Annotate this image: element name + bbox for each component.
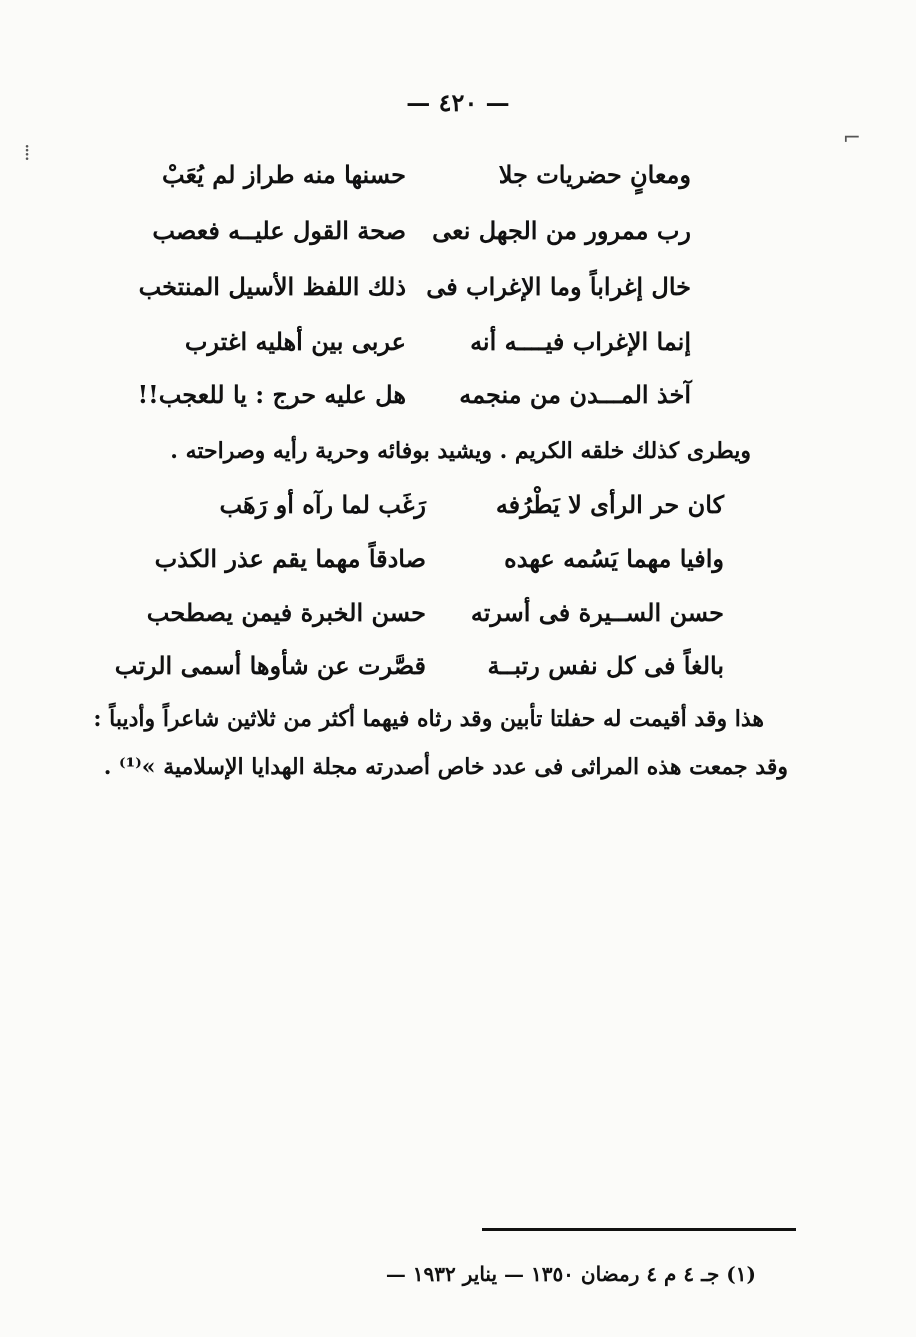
prose-paragraph: وقد جمعت هذه المراثى فى عدد خاص أصدرته مجلة الهدايا الإسلامية »⁽¹⁾ . [103, 754, 788, 780]
poem-two-verse [0, 490, 916, 536]
verse-first-hemistich: بالغاً فى كل نفس رتبــة [487, 651, 724, 680]
poem-one-verse [0, 272, 916, 318]
verse-first-hemistich: خال إغراباً وما الإغراب فى [426, 272, 691, 301]
verse-second-hemistich: عربى بين أهليه اغترب [184, 327, 406, 356]
scan-margin-mark: ⁞ [24, 141, 31, 166]
verse-second-hemistich: قصَّرت عن شأوها أسمى الرتب [114, 651, 426, 680]
poem-one-verse [0, 327, 916, 373]
verse-second-hemistich: رَغَب لما رآه أو رَهَب [219, 490, 426, 519]
verse-second-hemistich: حسن الخبرة فيمن يصطحب [146, 598, 426, 627]
verse-second-hemistich: حسنها منه طراز لم يُعَبْ [162, 160, 406, 189]
verse-first-hemistich: رب ممرور من الجهل نعى [432, 216, 691, 245]
verse-first-hemistich: آخذ المـــدن من منجمه [459, 380, 691, 409]
scan-margin-mark: ⌐ [842, 126, 861, 151]
poem-two-verse [0, 651, 916, 697]
verse-second-hemistich: ذلك اللفظ الأسيل المنتخب [138, 272, 406, 301]
verse-second-hemistich: صحة القول عليــه فعصب [152, 216, 406, 245]
verse-first-hemistich: حسن الســيرة فى أسرته [470, 598, 724, 627]
footnote-separator [482, 1228, 796, 1231]
verse-first-hemistich: كان حر الرأى لا يَطْرُفه [495, 490, 724, 519]
verse-second-hemistich: هل عليه حرج : يا للعجب!! [137, 380, 406, 409]
page-number: — ٤٢٠ — [406, 88, 510, 117]
poem-one-verse [0, 160, 916, 206]
verse-first-hemistich: وافيا مهما يَسُمه عهده [504, 544, 724, 573]
poem-two-verse [0, 544, 916, 590]
prose-paragraph: ويطرى كذلك خلقه الكريم . ويشيد بوفائه وحرية رأيه وصراحته . [170, 438, 751, 464]
footnote: (١) جـ ٤ م ٤ رمضان ١٣٥٠ — يناير ١٩٣٢ — [385, 1262, 756, 1286]
poem-one-verse [0, 380, 916, 426]
verse-second-hemistich: صادقاً مهما يقم عذر الكذب [154, 544, 426, 573]
poem-two-verse [0, 598, 916, 644]
poem-one-verse [0, 216, 916, 262]
prose-paragraph: هذا وقد أقيمت له حفلتا تأبين وقد رثاه فيهما أكثر من ثلاثين شاعراً وأديباً : [93, 706, 764, 732]
verse-first-hemistich: ومعانٍ حضريات جلا [498, 160, 691, 189]
verse-first-hemistich: إنما الإغراب فيــــه أنه [470, 327, 691, 356]
